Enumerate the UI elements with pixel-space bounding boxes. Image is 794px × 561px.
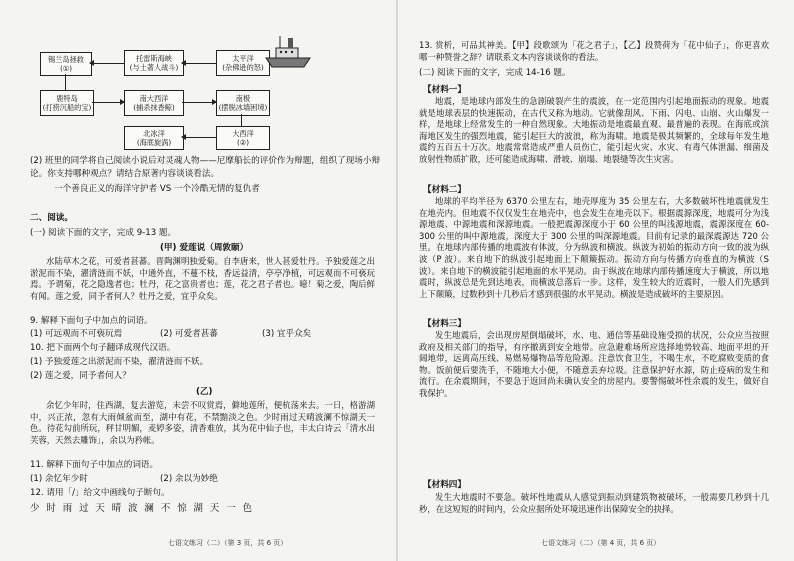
flow-connector <box>65 74 66 90</box>
yi-title: (乙) <box>196 387 213 397</box>
left-footer: 七语文练习（二）（第 3 页，共 6 页） <box>168 539 288 547</box>
material-2-title: 【材料二】 <box>423 185 466 195</box>
material-1-text: 地震，是地球内部发生的急剧破裂产生的震波，在一定范围内引起地面振动的现象。地震就是地球表层的快速振动，在古代又称为地动。它就像刮风、下雨、闪电、山崩、火山爆发一样，是地球上经常发生的一种自然现象。大地振动是地震最直观、最普遍的表现。在海底或滨海地区发生的强烈地震，能引起巨大的波浪，称为海啸。地震是极其频繁的，全球每年发生地震约五百五十万次。地震常常造成严重人员伤亡，能引起火灾、水灾、有毒气体泄漏、细菌及放射性物质扩散，还可能造成海啸、滑坡、崩塌、地裂缝等次生灾害。 <box>419 96 769 164</box>
flow-box-6-sub: (摆脱冰墙困境) <box>218 103 268 112</box>
flow-box-6-title: 南极 <box>235 94 251 103</box>
q9-item-1: (1) 可远观而不可亵玩焉 <box>30 329 123 339</box>
flow-box-8-sub: (②) <box>236 138 250 147</box>
flow-box-2 <box>124 50 184 76</box>
flow-box-7-title: 北冰洋 <box>143 129 165 138</box>
q10: 10. 把下面两个句子翻译成现代汉语。 <box>30 343 176 353</box>
q10-item-1: (1) 予独爱莲之出淤泥而不染，濯清涟而不妖。 <box>30 357 209 367</box>
flow-box-4-sub: (打捞沉船的宝) <box>42 103 92 112</box>
flow-box-1-title: 锡兰岛拯救 <box>48 55 84 64</box>
flow-box-3-sub: (杂佛逊的怒) <box>222 63 264 72</box>
yi-passage: 余忆少年时，住西湖，复去游览，未尝不叹赏焉，僻地莲所，便杭荡来去。一日，格游湖中，兴正浓，忽有大雨倾盆而至，湖中有花，不禁黯淡之色。少时雨过天晴波澜不惊湖天一色。待花勾前所玩，秤甘明媚，麦婷多姿，清香难放，其为花中仙子也，丰太白诗云「清水出芙蓉，天然去雕饰」，余以为矜帐。 <box>30 400 375 445</box>
reading-subtitle-2: (二) 阅读下面的文字，完成 14-16 题。 <box>419 68 571 78</box>
flow-box-3-title: 太平洋 <box>232 54 254 63</box>
flow-arrow <box>90 63 124 64</box>
section-title: 二、阅读。 <box>30 213 73 223</box>
material-3-text: 发生地震后，会出现房屋倒塌破坏，水、电、通信等基础设施受损的状况，公众应当按照政府及相关部门的指导，有序撤离到安全地带。应急避难场所应选择地势较高、地面平坦的开阔地带，远离高压线、易燃易爆物品等危险源。注意饮食卫生，不喝生水，不吃腐败变质的食物。饭前便后要洗手，不随地大小便，不随意丢弃垃圾。注意保护好水源，防止疫病的发生和流行。在余震期间，不要急于返回尚未确认安全的房屋内。要警惕破坏性余震的发生，做好自我保护。 <box>419 330 769 398</box>
flow-arrow <box>182 102 216 103</box>
jia-title: (甲) 爱莲说（周敦颐） <box>160 243 249 253</box>
flow-box-8-title: 大西洋 <box>232 129 254 138</box>
material-3-title: 【材料三】 <box>423 319 466 329</box>
q13: 13. 赏析，可品其神美。【甲】段歌颂为「花之君子」，【乙】段赞荷为「花中仙子」，你更喜欢哪一种赞誉之辞？请联系文本内容谈谈你的看法。 <box>419 40 769 62</box>
q9-item-3: (3) 宜乎众矣 <box>262 329 312 339</box>
q12: 12. 请用「/」给文中画线句子断句。 <box>30 488 170 498</box>
q10-item-2: (2) 莲之爱，同予者何人？ <box>30 371 131 381</box>
q11-item-2: (2) 余以为妙绝 <box>160 474 218 484</box>
q12-sentence: 少 时 雨 过 天 晴 波 澜 不 惊 湖 天 一 色 <box>30 503 254 514</box>
material-1-title: 【材料一】 <box>423 85 466 95</box>
flow-box-5 <box>124 90 184 116</box>
flow-arrow <box>182 63 216 64</box>
right-page <box>397 0 794 561</box>
flow-connector <box>241 114 242 126</box>
flow-box-4-title: 鹿特岛 <box>56 94 78 103</box>
debate-topic: 一个善良正义的海洋守护者 VS 一个冷酷无情的复仇者 <box>54 184 260 194</box>
flow-arrow <box>182 137 216 138</box>
flow-box-5-title: 南大西洋 <box>139 94 169 103</box>
reading-subtitle: (一) 阅读下面的文字，完成 9-13 题。 <box>30 228 177 238</box>
right-footer: 七语文练习（二）（第 4 页，共 6 页） <box>541 539 661 547</box>
flow-box-4 <box>40 90 94 116</box>
flow-box-6 <box>216 90 270 116</box>
q11-item-1: (1) 余忆年少时 <box>30 474 88 484</box>
flow-box-5-sub: (捕杀抹香鲸) <box>133 103 175 112</box>
q9-item-2: (2) 可爱者甚蕃 <box>160 329 218 339</box>
q8-line-1: (2) 班里的同学将自己阅读小说后对灵魂人物——尼摩船长的评价作为辩题，组织了现场小辩 <box>30 156 381 166</box>
flow-box-8 <box>216 126 270 150</box>
q9: 9. 解释下面句子中加点的词语。 <box>30 316 153 326</box>
flow-box-2-sub: (与土著人战斗) <box>129 63 179 72</box>
q11: 11. 解释下面句子中加点的词语。 <box>30 460 159 470</box>
material-4-title: 【材料四】 <box>423 480 466 490</box>
flow-box-1 <box>40 52 92 76</box>
material-2-text: 地球的平均半径为 6370 公里左右，地壳厚度为 35 公里左右，大多数破坏性地震就发生在地壳内。但地震不仅仅发生在地壳中，也会发生在地壳以下。根据震源深度，地震可分为浅源地震、中源地震和深源地震。一般把震源深度小于 60 公里的叫浅源地震，震源深度在 60-300 公里的叫中源地震，深度大于 300 公里的叫深源地震。目前有记录的最深震源达 720 公里。在地球内部传播的地震波有体波，分为纵波和横波。纵波为初始的振动方向一致的波为纵波（P 波）。来自地下的纵波引起地面上下颠簸振动。振动方向与传播方向垂直的为横波（S 波）。来自地下的横波能引起地面的水平晃动。由于纵波在地球内部传播速度大于横波，所以地震时，纵波总是先到达地表，而横波总落后一步。这样，发生较大的近震时，一般人们先感到上下颠簸，过数秒到十几秒后才感到很强的水平晃动。横波是造成破坏的主要原因。 <box>419 196 769 299</box>
flow-arrow <box>92 102 124 103</box>
ship-icon <box>262 30 314 70</box>
flow-box-7 <box>124 126 184 150</box>
flow-box-7-sub: (海底旋涡) <box>136 138 172 147</box>
material-4-text: 发生大地震时不要急。破坏性地震从人感觉到振动到建筑物被破坏，一般需要几秒到十几秒，在这短短的时间内，公众应据所处环境迅速作出保障安全的抉择。 <box>419 492 769 514</box>
flow-box-1-sub: (①) <box>59 64 73 73</box>
flow-box-2-title: 托雷斯海峡 <box>136 54 172 63</box>
jia-passage: 水陆草木之花，可爱者甚蕃。晋陶渊明独爱菊。自李唐来，世人甚爱牡丹。予独爱莲之出淤泥而不染，濯清涟而不妖，中通外直，不蔓不枝，香远益清，亭亭净植，可远观而不可亵玩焉。予谓菊，花之隐逸者也；牡丹，花之富贵者也；莲，花之君子者也。噫！菊之爱，陶后鲜有闻。莲之爱，同予者何人？牡丹之爱，宜乎众矣。 <box>30 256 375 301</box>
q8-line-2: 论。你支持哪种观点？请结合原著内容谈谈看法。 <box>30 169 220 179</box>
